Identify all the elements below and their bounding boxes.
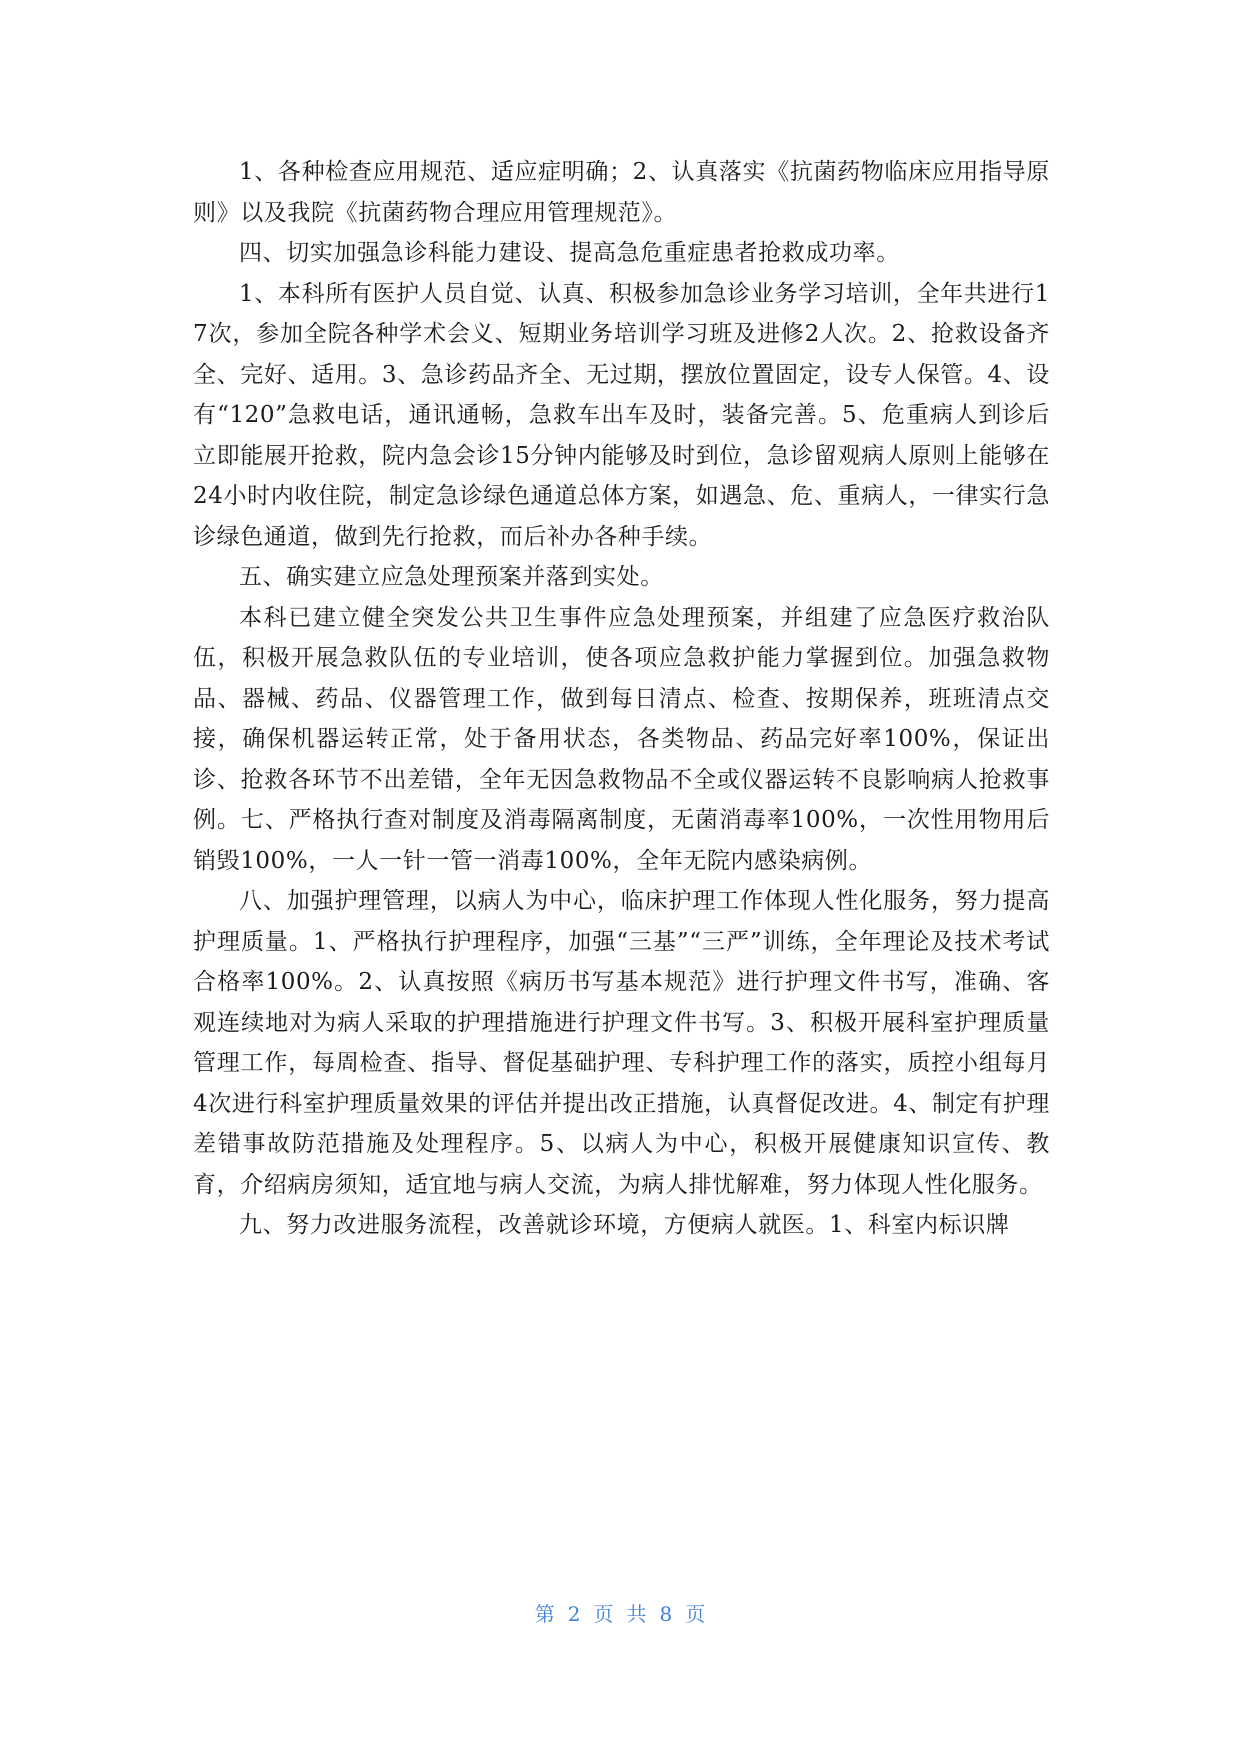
footer-total-pages: 8 xyxy=(659,1602,674,1626)
footer-gong: 共 xyxy=(626,1602,648,1626)
paragraph: 八、加强护理管理，以病人为中心，临床护理工作体现人性化服务，努力提高护理质量。1、严格执行护理程序，加强“三基”“三严”训练，全年理论及技术考试合格率100%。2、认真按照《病历书写基本规范》进行护理文件书写，准确、客观连续地对为病人采取的护理措施进行护理文件书写。3、积极开展科室护理质量管理工作，每周检查、指导、督促基础护理、专科护理工作的落实，质控小组每月4次进行科室护理质量效果的评估并提出改正措施，认真督促改进。4、制定有护理差错事故防范措施及处理程序。5、以病人为中心，积极开展健康知识宣传、教育，介绍病房须知，适宜地与病人交流，为病人排忧解难，努力体现人性化服务。 xyxy=(193,888,1050,1198)
section-heading: 四、切实加强急诊科能力建设、提高急危重症患者抢救成功率。 xyxy=(239,240,900,266)
paragraph: 1、各种检查应用规范、适应症明确；2、认真落实《抗菌药物临床应用指导原则》以及我院《抗菌药物合理应用管理规范》。 xyxy=(193,159,1050,226)
document-body xyxy=(193,152,1050,1246)
footer-page-number: 2 xyxy=(567,1602,582,1626)
page-footer xyxy=(0,1598,1241,1627)
paragraph: 九、努力改进服务流程，改善就诊环境，方便病人就医。1、科室内标识牌 xyxy=(239,1212,1010,1238)
paragraph: 本科已建立健全突发公共卫生事件应急处理预案，并组建了应急医疗救治队伍，积极开展急救队伍的专业培训，使各项应急救护能力掌握到位。加强急救物品、器械、药品、仪器管理工作，做到每日清点、检查、按期保养，班班清点交接，确保机器运转正常，处于备用状态，各类物品、药品完好率100%，保证出诊、抢救各环节不出差错，全年无因急救物品不全或仪器运转不良影响病人抢救事例。七、严格执行查对制度及消毒隔离制度，无菌消毒率100%，一次性用物用后销毁100%，一人一针一管一消毒100%，全年无院内感染病例。 xyxy=(193,604,1050,874)
section-heading: 五、确实建立应急处理预案并落到实处。 xyxy=(239,564,664,590)
footer-ye: 页 xyxy=(593,1602,615,1626)
footer-ye-2: 页 xyxy=(685,1602,707,1626)
footer-di: 第 xyxy=(534,1602,556,1626)
paragraph: 1、本科所有医护人员自觉、认真、积极参加急诊业务学习培训，全年共进行17次，参加全院各种学术会义、短期业务培训学习班及进修2人次。2、抢救设备齐全、完好、适用。3、急诊药品齐全、无过期，摆放位置固定，设专人保管。4、设有“120”急救电话，通讯通畅，急救车出车及时，装备完善。5、危重病人到诊后立即能展开抢救，院内急会诊15分钟内能够及时到位，急诊留观病人原则上能够在24小时内收住院，制定急诊绿色通道总体方案，如遇急、危、重病人，一律实行急诊绿色通道，做到先行抢救，而后补办各种手续。 xyxy=(193,280,1050,550)
